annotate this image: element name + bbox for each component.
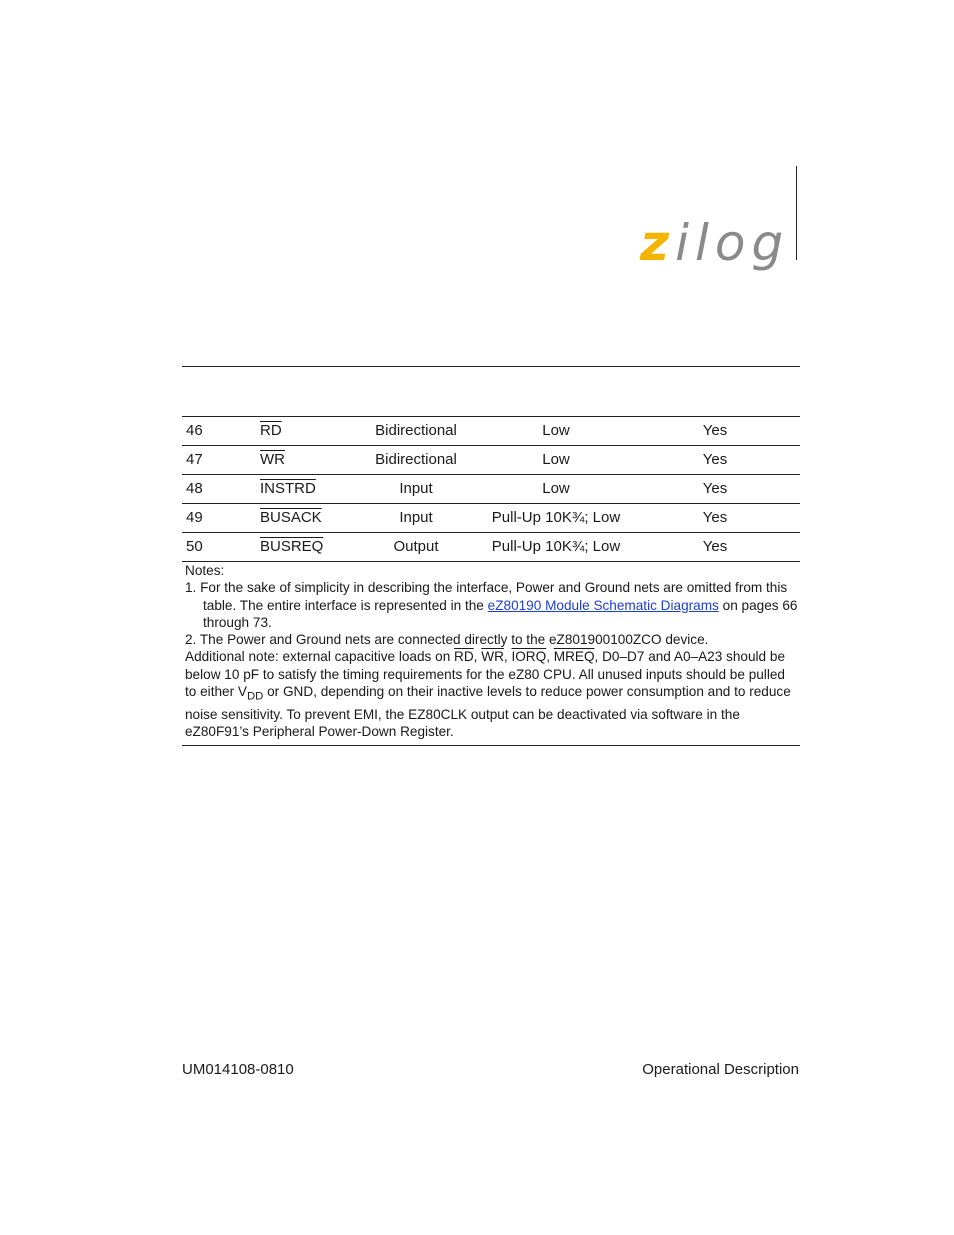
signal-name: $\overline{RD}$ [260,422,282,439]
separator: , [546,649,554,665]
signal-iorq: IORQ [511,649,547,665]
signal-name: BUSACK [260,509,322,526]
pin-number: 49 [186,509,203,526]
active-level: Low [542,480,570,497]
signal-name: INSTRD [260,480,316,497]
table-row [182,417,800,446]
additional-note-text-a: Additional note: external capacitive loads on [185,649,455,665]
zilog-logo [640,214,790,278]
signal-name: BUSREQ [260,538,324,555]
connected-flag: Yes [702,538,728,555]
signal-direction: Output [393,538,439,555]
connected-flag: Yes [702,480,728,497]
signal-direction: Bidirectional [375,451,457,468]
signal-name: $\overline{WR}$ [260,451,285,468]
note-1-text-a: 1. For the sake of simplicity in describing the interface, Power and Ground nets are omitted from this table. The entire interface is represented in the [185,580,788,613]
separator: , [503,649,512,665]
document-number: UM014108-0810 [182,1061,294,1078]
active-level: Pull-Up 10K¾; Low [491,538,621,555]
connected-flag: Yes [702,451,728,468]
signal-mreq: MREQ [553,649,595,665]
note-1 [182,579,800,631]
pin-number: 48 [186,480,203,497]
notes-heading: Notes: [185,563,225,578]
logo-rest: ilog [675,214,790,272]
signal-direction: Bidirectional [375,422,457,439]
table-row [182,446,800,475]
active-level: Low [542,451,570,468]
table-notes [182,562,800,746]
table-row [182,475,800,504]
header-rule [182,366,800,367]
signal-direction: Input [399,509,433,526]
note-1-text-b: on pages 66 through 73. [203,597,798,630]
separator: , [473,649,482,665]
section-title: Operational Description [642,1061,799,1078]
additional-note [182,648,800,740]
additional-note-text-b: , D0–D7 and A0–A23 should be below 10 pF to satisfy the timing requirements for the eZ80 CPU. All unused inputs should be pulled to either V [185,649,786,700]
table-row [182,504,800,533]
signal-rd: $\overline{RD}$ [454,649,474,665]
pin-number: 46 [186,422,203,439]
pin-number: 50 [186,538,203,555]
pin-table [182,416,800,562]
signal-direction: Input [399,480,433,497]
pin-number: 47 [186,451,203,468]
connected-flag: Yes [702,509,728,526]
additional-note-text-c: or GND, depending on their inactive levels to reduce power consumption and to reduce noise sensitivity. To prevent EMI, the EZ80CLK output can be deactivated via software in the eZ80F91’s Peripheral Power-Down Register. [185,684,791,740]
note-2: 2. The Power and Ground nets are connected directly to the eZ801900100ZCO device. [185,632,709,648]
signal-wr: $\overline{WR}$ [481,649,504,665]
table-row [182,533,800,562]
connected-flag: Yes [702,422,728,439]
schematic-diagrams-link[interactable]: eZ80190 Module Schematic Diagrams [487,597,719,613]
logo-z: z [640,214,676,272]
active-level: Pull-Up 10K¾; Low [491,509,621,526]
vdd-subscript: DD [246,690,264,703]
active-level: Low [542,422,570,439]
logo-divider [796,166,797,260]
